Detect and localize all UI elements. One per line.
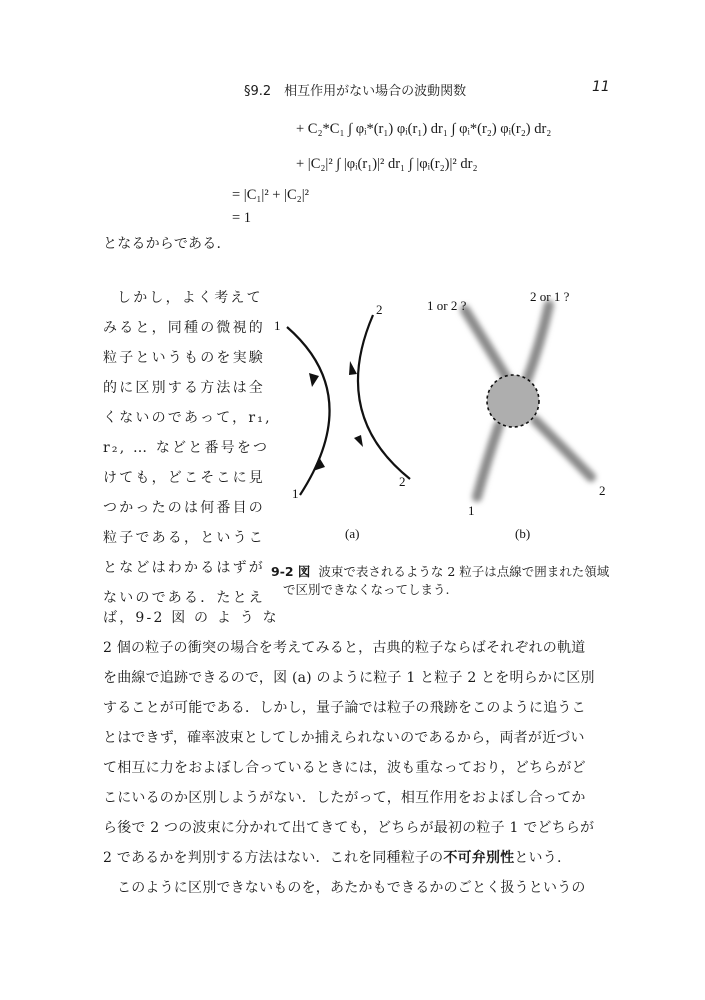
panel-a-label: (a) <box>345 526 360 541</box>
side-text-line: けても，どこそこに見 <box>103 470 265 486</box>
running-header: §9.2 相互作用がない場合の波動関数 <box>244 84 467 99</box>
figure-caption <box>271 562 609 580</box>
panel-a-label-2-bottom: 2 <box>399 474 406 489</box>
side-text-line: つかったのは何番目の <box>103 500 265 516</box>
panel-b-label-top-left: 1 or 2 ? <box>427 298 467 313</box>
arrow-icon <box>309 373 319 387</box>
panel-b-label-top-right: 2 or 1 ? <box>530 289 570 304</box>
panel-b-label: (b) <box>515 526 531 541</box>
side-text-line: みると，同種の微視的 <box>103 320 265 336</box>
side-text-line: 的に区別する方法は全 <box>103 380 265 396</box>
panel-b-label-bottom-right: 2 <box>599 483 606 498</box>
body-line: を曲線で追跡できるので，図 (a) のように粒子 1 と粒子 2 とを明らかに区別 <box>103 670 595 686</box>
side-text-line: 粒子である，というこ <box>103 530 265 546</box>
side-text-line: となどはわかるはずが <box>103 560 265 576</box>
side-text-line: くないのであって，r₁, <box>103 410 272 426</box>
intro-line: となるからである. <box>103 236 222 252</box>
equation-line-2: + |C₂|² ∫ |φᵢ(r₁)|² dr₁ ∫ |φᵢ(r₂)|² dr₂ <box>296 156 478 172</box>
side-text-line: 粒子というものを実験 <box>103 350 265 366</box>
side-text-line: ば，9-2 図 の よ う な <box>103 610 279 626</box>
caption-line-1: 波束で表されるような 2 粒子は点線で囲まれた領域 <box>318 564 610 579</box>
panel-a-trajectories <box>287 315 410 495</box>
arrow-icon <box>354 435 363 447</box>
body-line: て相互に力をおよぼし合っているときには，波も重なっており，どちらがど <box>103 760 586 776</box>
panel-a-label-1-top: 1 <box>274 318 281 333</box>
panel-a-label-1-bottom: 1 <box>292 486 299 501</box>
final-paragraph-line: このように区別できないものを，あたかもできるかのごとく扱うというの <box>117 880 586 896</box>
body-line: することが可能である．しかし，量子論では粒子の飛跡をこのように追うこ <box>103 700 586 716</box>
body-line: こにいるのか区別しようがない．したがって，相互作用をおよぼし合ってか <box>103 790 586 806</box>
body-line: とはできず，確率波束としてしか捕えられないのであるから，両者が近づい <box>103 730 585 746</box>
arrow-icon <box>349 361 357 375</box>
side-text-line: しかし，よく考えて <box>117 290 263 306</box>
body-line-final-sentence <box>103 847 562 867</box>
body-text: 2 であるかを判別する方法はない．これを同種粒子の <box>103 850 444 866</box>
equation-line-3: = |C₁|² + |C₂|² <box>232 187 309 203</box>
panel-b-label-bottom-left: 1 <box>468 503 475 518</box>
body-text: という. <box>514 850 562 866</box>
side-text-line: ないのである．たとえ <box>103 590 265 606</box>
page-number: 11 <box>592 79 610 95</box>
panel-a-label-2-top: 2 <box>376 302 383 317</box>
key-term: 不可弁別性 <box>443 850 515 866</box>
caption-line-2: で区別できなくなってしまう. <box>283 582 450 597</box>
figure-number: 9-2 図 <box>271 564 311 579</box>
equation-line-1: + C₂*C₁ ∫ φᵢ*(r₁) φᵢ(r₁) dr₁ ∫ φᵢ*(r₂) φᵢ(r₂) dr₂ <box>296 121 552 137</box>
overlap-region <box>487 375 539 427</box>
trajectory-2 <box>358 315 410 479</box>
body-line: 2 個の粒子の衝突の場合を考えてみると，古典的粒子ならばそれぞれの軌道 <box>103 640 586 656</box>
body-line: ら後で 2 つの波束に分かれて出てきても，どちらが最初の粒子 1 でどちらが <box>103 820 595 836</box>
side-text-line: r₂, … などと番号をつ <box>103 440 270 456</box>
trajectory-1 <box>287 327 330 495</box>
equation-line-4: = 1 <box>232 210 252 226</box>
figure-9-2 <box>265 285 625 550</box>
arrow-icon <box>313 457 325 471</box>
